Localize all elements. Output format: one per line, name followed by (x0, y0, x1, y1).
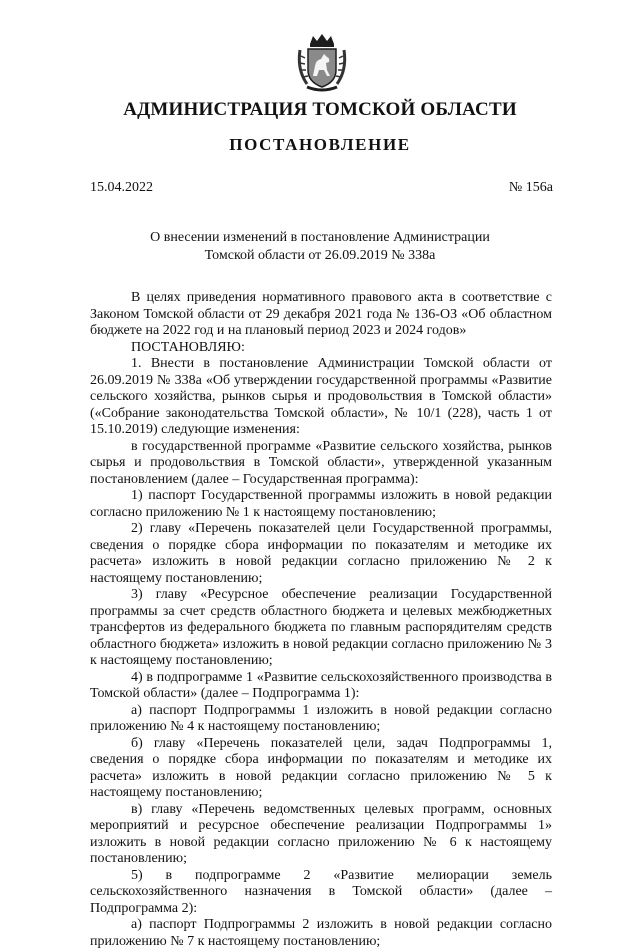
subject-line: Томской области от 26.09.2019 № 338а (204, 248, 436, 263)
body-paragraph: в государственной программе «Развитие сельского хозяйства, рынков сырья и продовольствия в Томской области», утвержденной указанным постановлением (далее – Государственная программа): (90, 438, 552, 487)
resolution-heading: ПОСТАНОВЛЯЮ: (131, 339, 245, 355)
coat-of-arms-icon (297, 32, 347, 92)
body-paragraph: а) паспорт Подпрограммы 2 изложить в новой редакции согласно приложению № 7 к настоящему постановлению; (90, 917, 552, 949)
document-date: 15.04.2022 (90, 180, 153, 195)
document-number: № 156а (508, 180, 553, 195)
document-type: ПОСТАНОВЛЕНИЕ (229, 135, 411, 154)
body-paragraph: 1) паспорт Государственной программы изложить в новой редакции согласно приложению № 1 к настоящему постановлению; (90, 488, 552, 520)
body-paragraph: 2) главу «Перечень показателей цели Государственной программы, сведения о порядке сбора информации по показателям и методике их расчета» изложить в новой редакции согласно приложению № 2 к настоящему постановлению; (90, 521, 552, 586)
body-paragraph: в) главу «Перечень ведомственных целевых программ, основных мероприятий и ресурсное обеспечение реализации Подпрограммы 1» изложить в новой редакции согласно приложению № 6 к настоящему постановлению; (90, 801, 552, 866)
subject-line: О внесении изменений в постановление Администрации (150, 230, 490, 245)
body-paragraph: 1. Внести в постановление Администрации Томской области от 26.09.2019 № 338а «Об утверждении государственной программы «Развитие сельского хозяйства, рынков сырья и продовольствия в Томской области» («Собрание законодательства Томской области», № 10/1 (228), часть 1 от 15.10.2019) следующие изменения: (90, 356, 552, 437)
body-paragraph: б) главу «Перечень показателей цели, задач Подпрограммы 1, сведения о порядке сбора информации по показателям и методике их расчета» изложить в новой редакции согласно приложению № 5 к настоящему постановлению; (90, 735, 552, 800)
document-subject (120, 229, 520, 265)
body-paragraph: а) паспорт Подпрограммы 1 изложить в новой редакции согласно приложению № 4 к настоящему постановлению; (90, 702, 552, 734)
body-paragraph: 5) в подпрограмме 2 «Развитие мелиорации земель сельскохозяйственного назначения в Томской области» (далее – Подпрограмма 2): (90, 867, 552, 916)
body-paragraph: В целях приведения нормативного правового акта в соответствие с Законом Томской области от 29 декабря 2021 года № 136-ОЗ «Об областном бюджете на 2022 год и на плановый период 2023 и 2024 годов» (90, 290, 552, 338)
body-paragraph: 3) главу «Ресурсное обеспечение реализации Государственной программы за счет средств областного бюджета и целевых межбюджетных трансфертов из федерального бюджета по главным распорядителям средств областного бюджета» изложить в новой редакции согласно приложению № 3 к настоящему постановлению; (90, 587, 552, 668)
document-body (90, 290, 552, 950)
organization-title: АДМИНИСТРАЦИЯ ТОМСКОЙ ОБЛАСТИ (123, 99, 517, 120)
body-paragraph: 4) в подпрограмме 1 «Развитие сельскохозяйственного производства в Томской области» (далее – Подпрограмма 1): (90, 669, 552, 701)
